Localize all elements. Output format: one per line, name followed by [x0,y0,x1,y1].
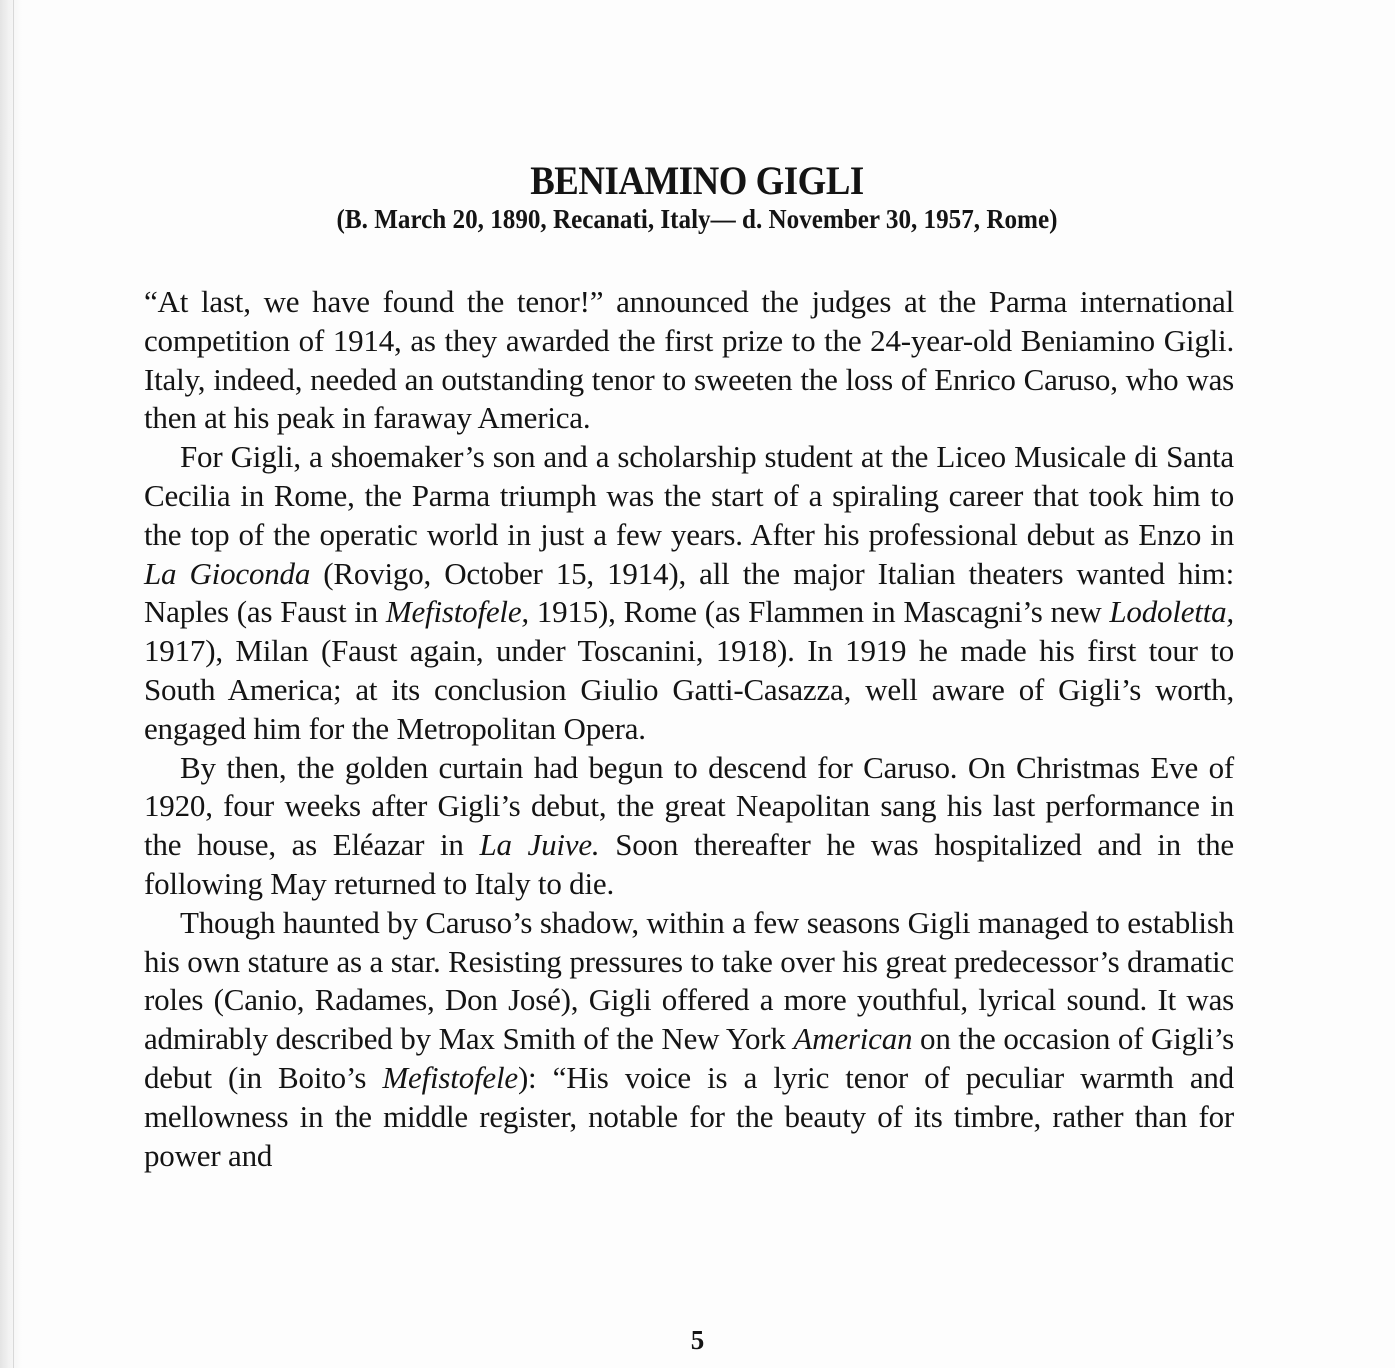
article-body [144,283,1234,1175]
text-run: Though haunted by Caruso’s shadow, within a few seasons Gigli managed to establish his own stature as a star. Resisting pressures to take over his great predecessor’s dramatic roles (Canio, Radames, Don José), Gigli offered a more youthful, lyrical sound. It was admirably described by Max Smith of the New York [144,904,1234,1057]
paragraph [144,904,1234,1176]
page-number: 5 [690,1325,705,1355]
italic-title: Mefistofele [382,1059,518,1095]
text-run: “At last, we have found the tenor!” announced the judges at the Parma international competition of 1914, as they awarded the first prize to the 24-year-old Beniamino Gigli. Italy, indeed, needed an outstanding tenor to sweeten the loss of Enrico Caruso, who was then at his peak in faraway America. [144,284,1234,436]
italic-title: American [793,1021,913,1057]
italic-title: La Juive. [479,827,600,863]
page-title: BENIAMINO GIGLI [530,158,864,203]
text-run: 1917), Milan (Faust again, under Toscanini, 1918). In 1919 he made his first tour to South America; at its conclusion Giulio Gatti-Casazza, well aware of Gigli’s worth, engaged him for the Metropolitan Opera. [144,633,1234,746]
text-run: Soon thereafter he was hospitalized and in the following May returned to Italy to die. [144,827,1234,901]
paragraph [144,438,1234,748]
page-subtitle: (B. March 20, 1890, Recanati, Italy— d. November 30, 1957, Rome) [336,204,1058,234]
text-run: By then, the golden curtain had begun to descend for Caruso. On Christmas Eve of 1920, four weeks after Gigli’s debut, the great Neapolitan sang his last performance in the house, as Eléazar in [144,749,1234,863]
paragraph [144,283,1234,438]
italic-title: Lodoletta, [1109,594,1234,630]
italic-title: Mefistofele, [385,594,529,630]
text-run: (Rovigo, October 15, 1914), all the major Italian theaters wanted him: Naples (as Faust in [144,555,1234,630]
text-run: For Gigli, a shoemaker’s son and a scholarship student at the Liceo Musicale di Santa Cecilia in Rome, the Parma triumph was the start of a spiraling career that took him to the top of the operatic world in just a few years. After his professional debut as Enzo in [144,439,1234,552]
text-run: on the occasion of Gigli’s debut (in Boito’s [144,1021,1235,1095]
text-run: 1915), Rome (as Flammen in Mascagni’s new [528,594,1110,630]
text-run: ): “His voice is a lyric tenor of peculiar warmth and mellowness in the middle register, notable for the beauty of its timbre, rather than for power and [144,1059,1234,1173]
italic-title: La Gioconda [144,555,311,591]
paragraph [144,749,1234,904]
article-header [0,160,1395,236]
